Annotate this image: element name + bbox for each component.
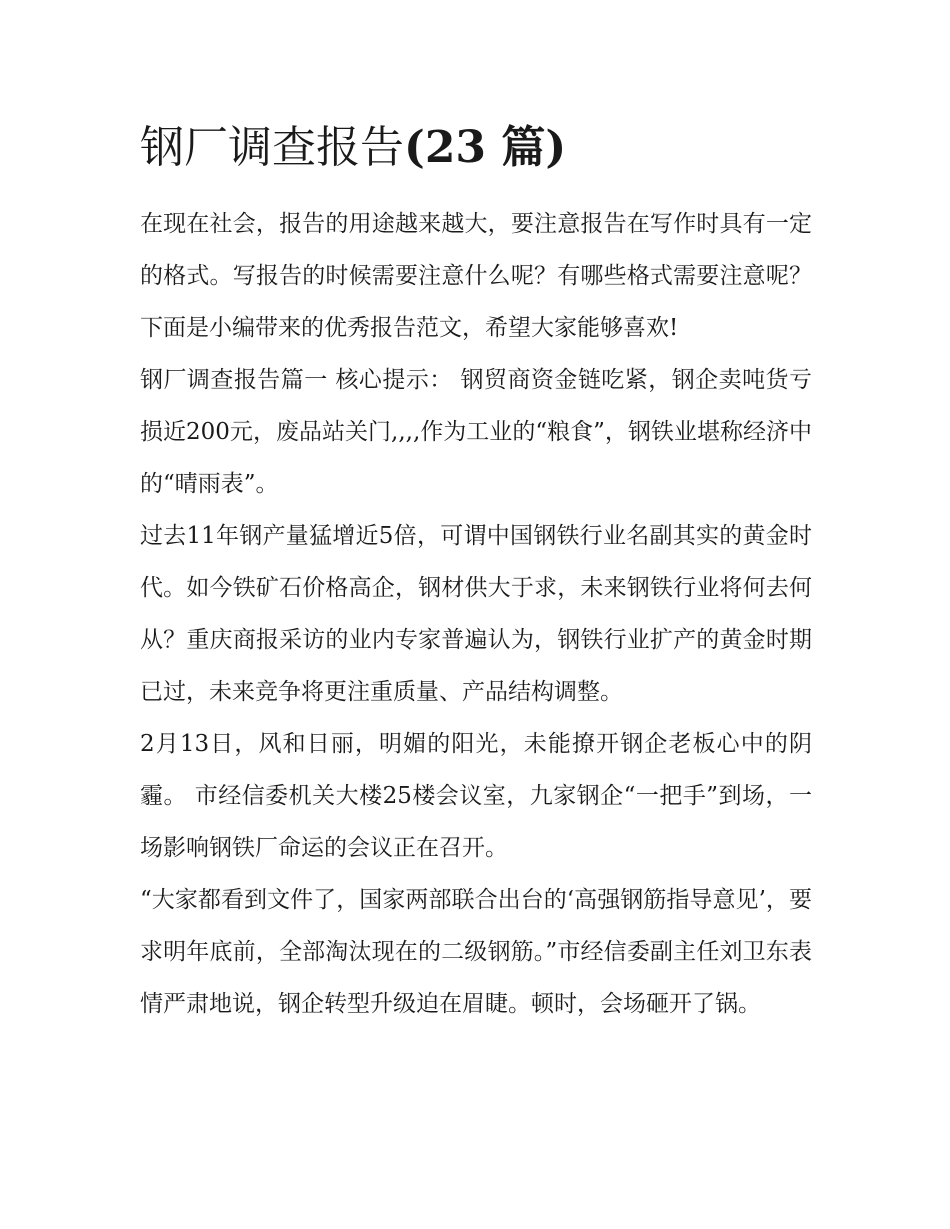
document-title <box>140 112 812 184</box>
paragraph-intro: 在现在社会，报告的用途越来越大，要注意报告在写作时具有一定的格式。写报告的时候需要注意什么呢？有哪些格式需要注意呢？下面是小编带来的优秀报告范文，希望大家能够喜欢! <box>140 211 812 341</box>
paragraph-section-one: 钢厂调查报告篇一 核心提示： 钢贸商资金链吃紧，钢企卖吨货亏损近200元，废品站关门,,,,作为工业的“粮食”，钢铁业堪称经济中的“晴雨表”。 <box>140 367 812 497</box>
paragraph-golden-age: 过去11年钢产量猛增近5倍，可谓中国钢铁行业名副其实的黄金时代。如今铁矿石价格高企，钢材供大于求，未来钢铁行业将何去何从？重庆商报采访的业内专家普遍认为，钢铁行业扩产的黄金时期已过，未来竞争将更注重质量、产品结构调整。 <box>140 523 812 705</box>
title-main: 钢厂调查报告 <box>140 122 404 173</box>
document-page <box>140 112 812 1030</box>
title-count: (23 篇) <box>404 122 567 173</box>
paragraph-quote: “大家都看到文件了，国家两部联合出台的‘高强钢筋指导意见’，要求明年底前，全部淘汰现在的二级钢筋。”市经信委副主任刘卫东表情严肃地说，钢企转型升级迫在眉睫。顿时，会场砸开了锅。 <box>140 887 812 1017</box>
paragraph-meeting: 2月13日，风和日丽，明媚的阳光，未能撩开钢企老板心中的阴霾。 市经信委机关大楼25楼会议室，九家钢企“一把手”到场，一场影响钢铁厂命运的会议正在召开。 <box>140 731 812 861</box>
